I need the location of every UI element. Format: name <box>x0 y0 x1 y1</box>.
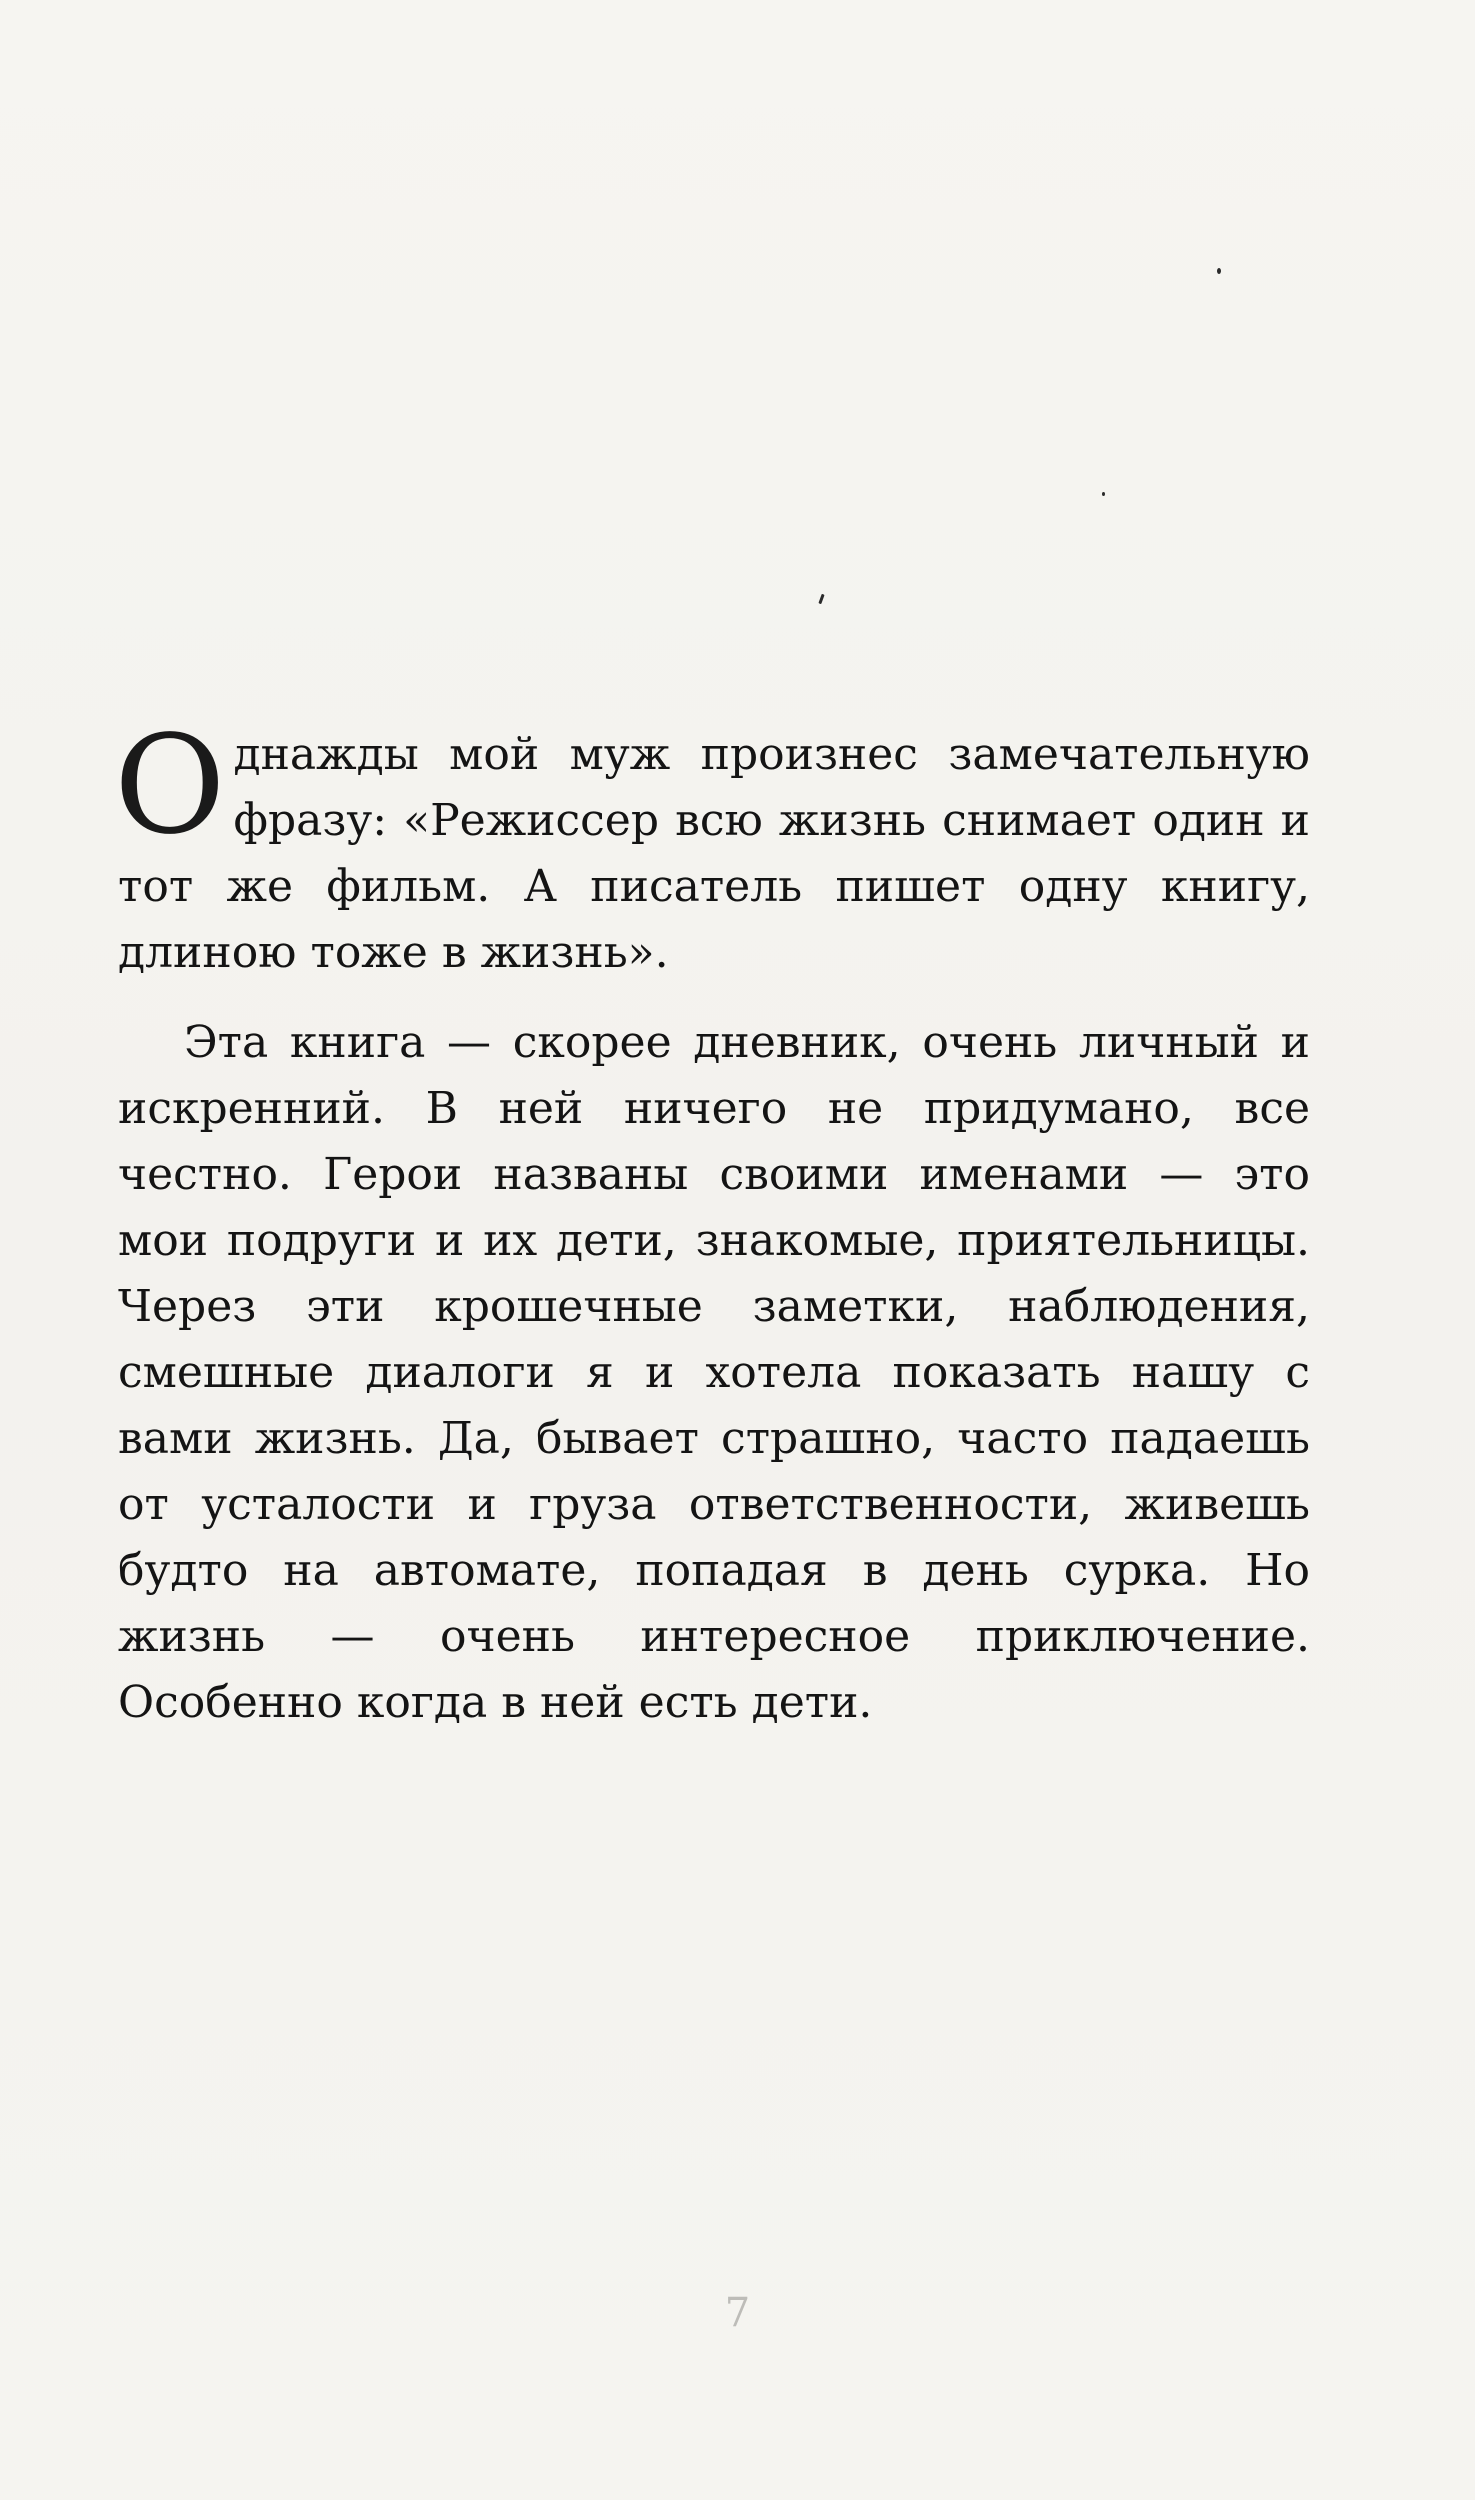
paragraph-2: Эта книга — скорее дневник, очень личный и искренний. В ней ничего не придумано, все честно. Герои названы своими именами — это мои подруги и их дети, знакомые, приятельницы. Через эти крошечные заметки, наблюдения, смешные диалоги я и хотела показать нашу с вами жизнь. Да, бывает страшно, часто падаешь от усталости и груза ответственности, живешь будто на автомате, попадая в день сурка. Но жизнь — очень интересное приключение. Особенно когда в ней есть дети. <box>118 1017 1310 1728</box>
ink-speck <box>1102 492 1105 496</box>
page-number: 7 <box>724 2290 751 2336</box>
ink-speck <box>818 594 824 604</box>
ink-speck <box>1217 268 1221 274</box>
paragraph-1 <box>114 707 1310 986</box>
drop-cap: О <box>114 707 226 865</box>
body-text <box>114 707 1310 1736</box>
paragraph-1-text: днажды мой муж произнес замечательную фразу: «Режиссер всю жизнь снимает один и тот же фильм. А писатель пишет одну книгу, длиною тоже в жизнь». <box>118 729 1310 978</box>
